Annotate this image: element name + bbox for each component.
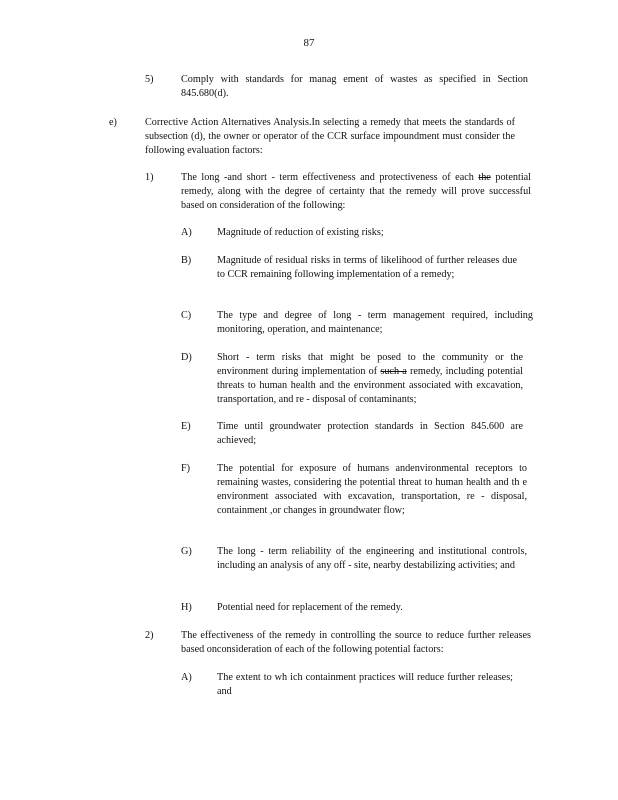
item-1-text — [181, 171, 531, 213]
sub1-g-label: G) — [181, 546, 192, 557]
sub1-f-label: F) — [181, 463, 191, 474]
item-5-text: Comply with standards for manag ement of wastes as specified in Section 845.680(d). — [181, 74, 528, 99]
item-1-label: 1) — [145, 172, 154, 183]
item-1-text-after: potential remedy, along with the degree of certainty that the remedy will prove successful based on consideration of the following: — [181, 172, 531, 211]
item-2-label: 2) — [145, 630, 154, 641]
sub1-h-label: H) — [181, 602, 192, 613]
sub1-a-text: Magnitude of reduction of existing risks; — [217, 227, 384, 238]
item-1-struck-text: the — [478, 172, 491, 183]
sub1-c-text: The type and degree of long - term management required, including monitoring, operation, and maintenance; — [217, 310, 533, 335]
sub1-e-label: E) — [181, 421, 191, 432]
sub2-a-label: A) — [181, 672, 192, 683]
sub1-d-text-before: Short - term risks that might be posed to the community or the environment during implementation of — [217, 352, 523, 377]
item-1-text-before: The long -and short - term effectiveness and protectiveness of each — [181, 172, 479, 183]
sub1-h-text: Potential need for replacement of the remedy. — [217, 602, 403, 613]
sub1-b-label: B) — [181, 255, 192, 266]
sub1-c-label: C) — [181, 310, 192, 321]
sub1-f-text: The potential for exposure of humans andenvironmental receptors to remaining wastes, considering the potential threat to human health and th e environment associated with excavation, transportation, re - disposal, containment ,or changes in groundwater flow; — [217, 463, 527, 516]
page-number: 87 — [303, 37, 315, 49]
sub1-d-label: D) — [181, 352, 192, 363]
sub1-g-text: The long - term reliability of the engineering and institutional controls, including an analysis of any off - site, nearby destabilizing activities; and — [217, 546, 527, 571]
sub1-d-text — [217, 351, 523, 407]
sub1-d-struck-text: such a — [380, 366, 407, 377]
sub1-b-text: Magnitude of residual risks in terms of likelihood of further releases due to CCR remaining following implementation of a remedy; — [217, 255, 517, 280]
item-e-text: Corrective Action Alternatives Analysis.In selecting a remedy that meets the standards of subsection (d), the owner or operator of the CCR surface impoundment must consider the following evaluation factors: — [145, 117, 515, 156]
item-2-text: The effectiveness of the remedy in controlling the source to reduce further releases based onconsideration of each of the following potential factors: — [181, 630, 531, 655]
sub2-a-text: The extent to wh ich containment practices will reduce further releases; and — [217, 672, 513, 697]
sub1-d-text-after: remedy, including potential threats to human health and the environment associated with excavation, transportation, and re - disposal of contaminants; — [217, 366, 524, 405]
item-e-label: e) — [109, 117, 117, 128]
sub1-a-label: A) — [181, 227, 192, 238]
item-5-label: 5) — [145, 74, 154, 85]
sub1-e-text: Time until groundwater protection standards in Section 845.600 are achieved; — [217, 421, 523, 446]
